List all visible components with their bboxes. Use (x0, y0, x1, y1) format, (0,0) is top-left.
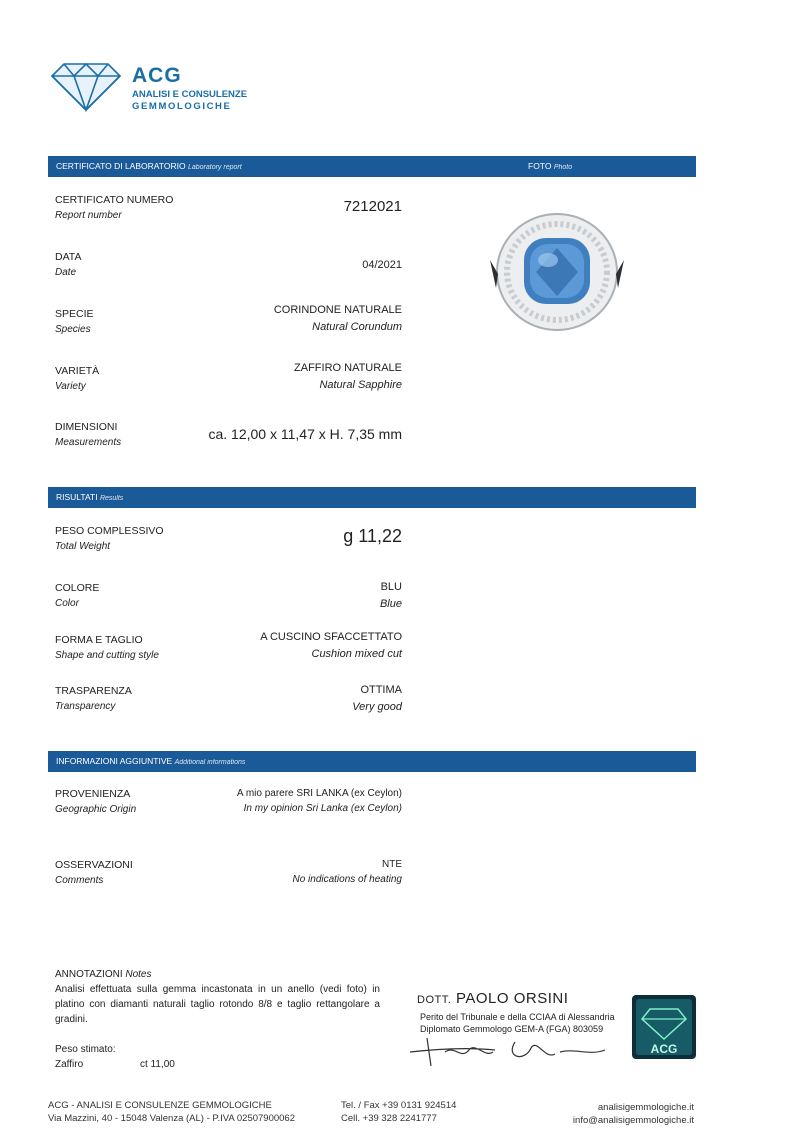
value-date: 04/2021 (362, 259, 402, 271)
band-photo-subtitle: Photo (553, 164, 573, 171)
notes-block (55, 967, 380, 1027)
diamond-logo-icon (50, 60, 122, 112)
label-transparency: TRASPARENZA Transparency (55, 685, 132, 712)
value-shape: A CUSCINO SFACCETTATO Cushion mixed cut (260, 631, 402, 660)
label-comments: OSSERVAZIONI Comments (55, 859, 133, 886)
peso-item: Zaffiro (55, 1059, 84, 1070)
footer-company: ACG - ANALISI E CONSULENZE GEMMOLOGICHE (48, 1100, 272, 1111)
band-lab-title: CERTIFICATO DI LABORATORIO (56, 161, 186, 171)
signer-credential-2: Diplomato Gemmologo GEM-A (FGA) 803059 (420, 1024, 604, 1034)
signer-name-line (417, 990, 568, 1007)
logo-subtitle-1: ANALISI E CONSULENZE (132, 89, 248, 100)
footer-web-link[interactable]: analisigemmologiche.it (597, 1102, 694, 1113)
signer-name: PAOLO ORSINI (455, 990, 569, 1007)
notes-title-en: Notes (125, 969, 152, 980)
label-weight: PESO COMPLESSIVO Total Weight (55, 525, 164, 552)
logo-subtitle-2: GEMMOLOGICHE (132, 101, 232, 112)
footer-web-block (573, 1101, 694, 1127)
value-weight: g 11,22 (343, 526, 402, 546)
label-color: COLORE Color (55, 582, 100, 609)
estimated-weight (55, 1042, 175, 1072)
footer-company-block (48, 1099, 295, 1125)
band-info-title: INFORMAZIONI AGGIUNTIVE (56, 756, 173, 766)
band-lab-subtitle: Laboratory report (187, 164, 242, 171)
logo-name: ACG (132, 64, 182, 87)
value-color: BLU Blue (379, 581, 402, 610)
footer-address: Via Mazzini, 40 - 15048 Valenza (AL) - P.IVA 02507900062 (48, 1113, 295, 1124)
band-photo-title: FOTO (528, 161, 552, 171)
ring-photo (488, 200, 626, 338)
band-results-subtitle: Results (99, 495, 124, 502)
value-species: CORINDONE NATURALE Natural Corundum (273, 304, 402, 333)
value-origin: A mio parere SRI LANKA (ex Ceylon) In my opinion Sri Lanka (ex Ceylon) (236, 788, 402, 814)
value-comments: NTE No indications of heating (292, 859, 402, 885)
peso-value: ct 11,00 (140, 1059, 175, 1070)
value-report-number: 7212021 (343, 198, 402, 215)
footer-tel: Tel. / Fax +39 0131 924514 (341, 1100, 457, 1111)
label-variety: VARIETÀ Variety (55, 365, 100, 392)
band-results-title: RISULTATI (56, 492, 98, 502)
footer-cell: Cell. +39 328 2241777 (341, 1113, 437, 1124)
hologram-text: ACG (650, 1042, 678, 1056)
label-measurements: DIMENSIONI Measurements (55, 421, 122, 448)
notes-text: Analisi effettuata sulla gemma incastonata in un anello (vedi foto) in platino con diamanti naturali taglio rotondo 8/8 e taglio rettangolare a gradini. (55, 984, 380, 1025)
label-report-number: CERTIFICATO NUMERO Report number (55, 194, 174, 221)
label-species: SPECIE Species (55, 308, 94, 335)
value-transparency: OTTIMA Very good (352, 684, 402, 713)
value-measurements: ca. 12,00 x 11,47 x H. 7,35 mm (208, 426, 402, 442)
section-band-results (48, 487, 696, 508)
handwritten-signature (405, 1030, 620, 1070)
notes-title: ANNOTAZIONI (55, 969, 123, 980)
signer-title: DOTT. (417, 994, 452, 1006)
hologram-seal (632, 995, 696, 1059)
label-origin: PROVENIENZA Geographic Origin (55, 788, 137, 815)
label-date: DATA Date (55, 251, 82, 278)
footer-phone-block (341, 1099, 456, 1125)
acg-logo (50, 60, 250, 120)
value-variety: ZAFFIRO NATURALE Natural Sapphire (294, 362, 402, 391)
section-band-info (48, 751, 696, 772)
peso-label: Peso stimato: (55, 1044, 116, 1055)
section-band-lab (48, 156, 696, 177)
band-info-subtitle: Additional informations (174, 759, 246, 766)
footer-email-link[interactable]: info@analisigemmologiche.it (572, 1115, 694, 1126)
label-shape: FORMA E TAGLIO Shape and cutting style (55, 634, 159, 661)
signer-credential-1: Perito del Tribunale e della CCIAA di Alessandria (420, 1012, 615, 1022)
